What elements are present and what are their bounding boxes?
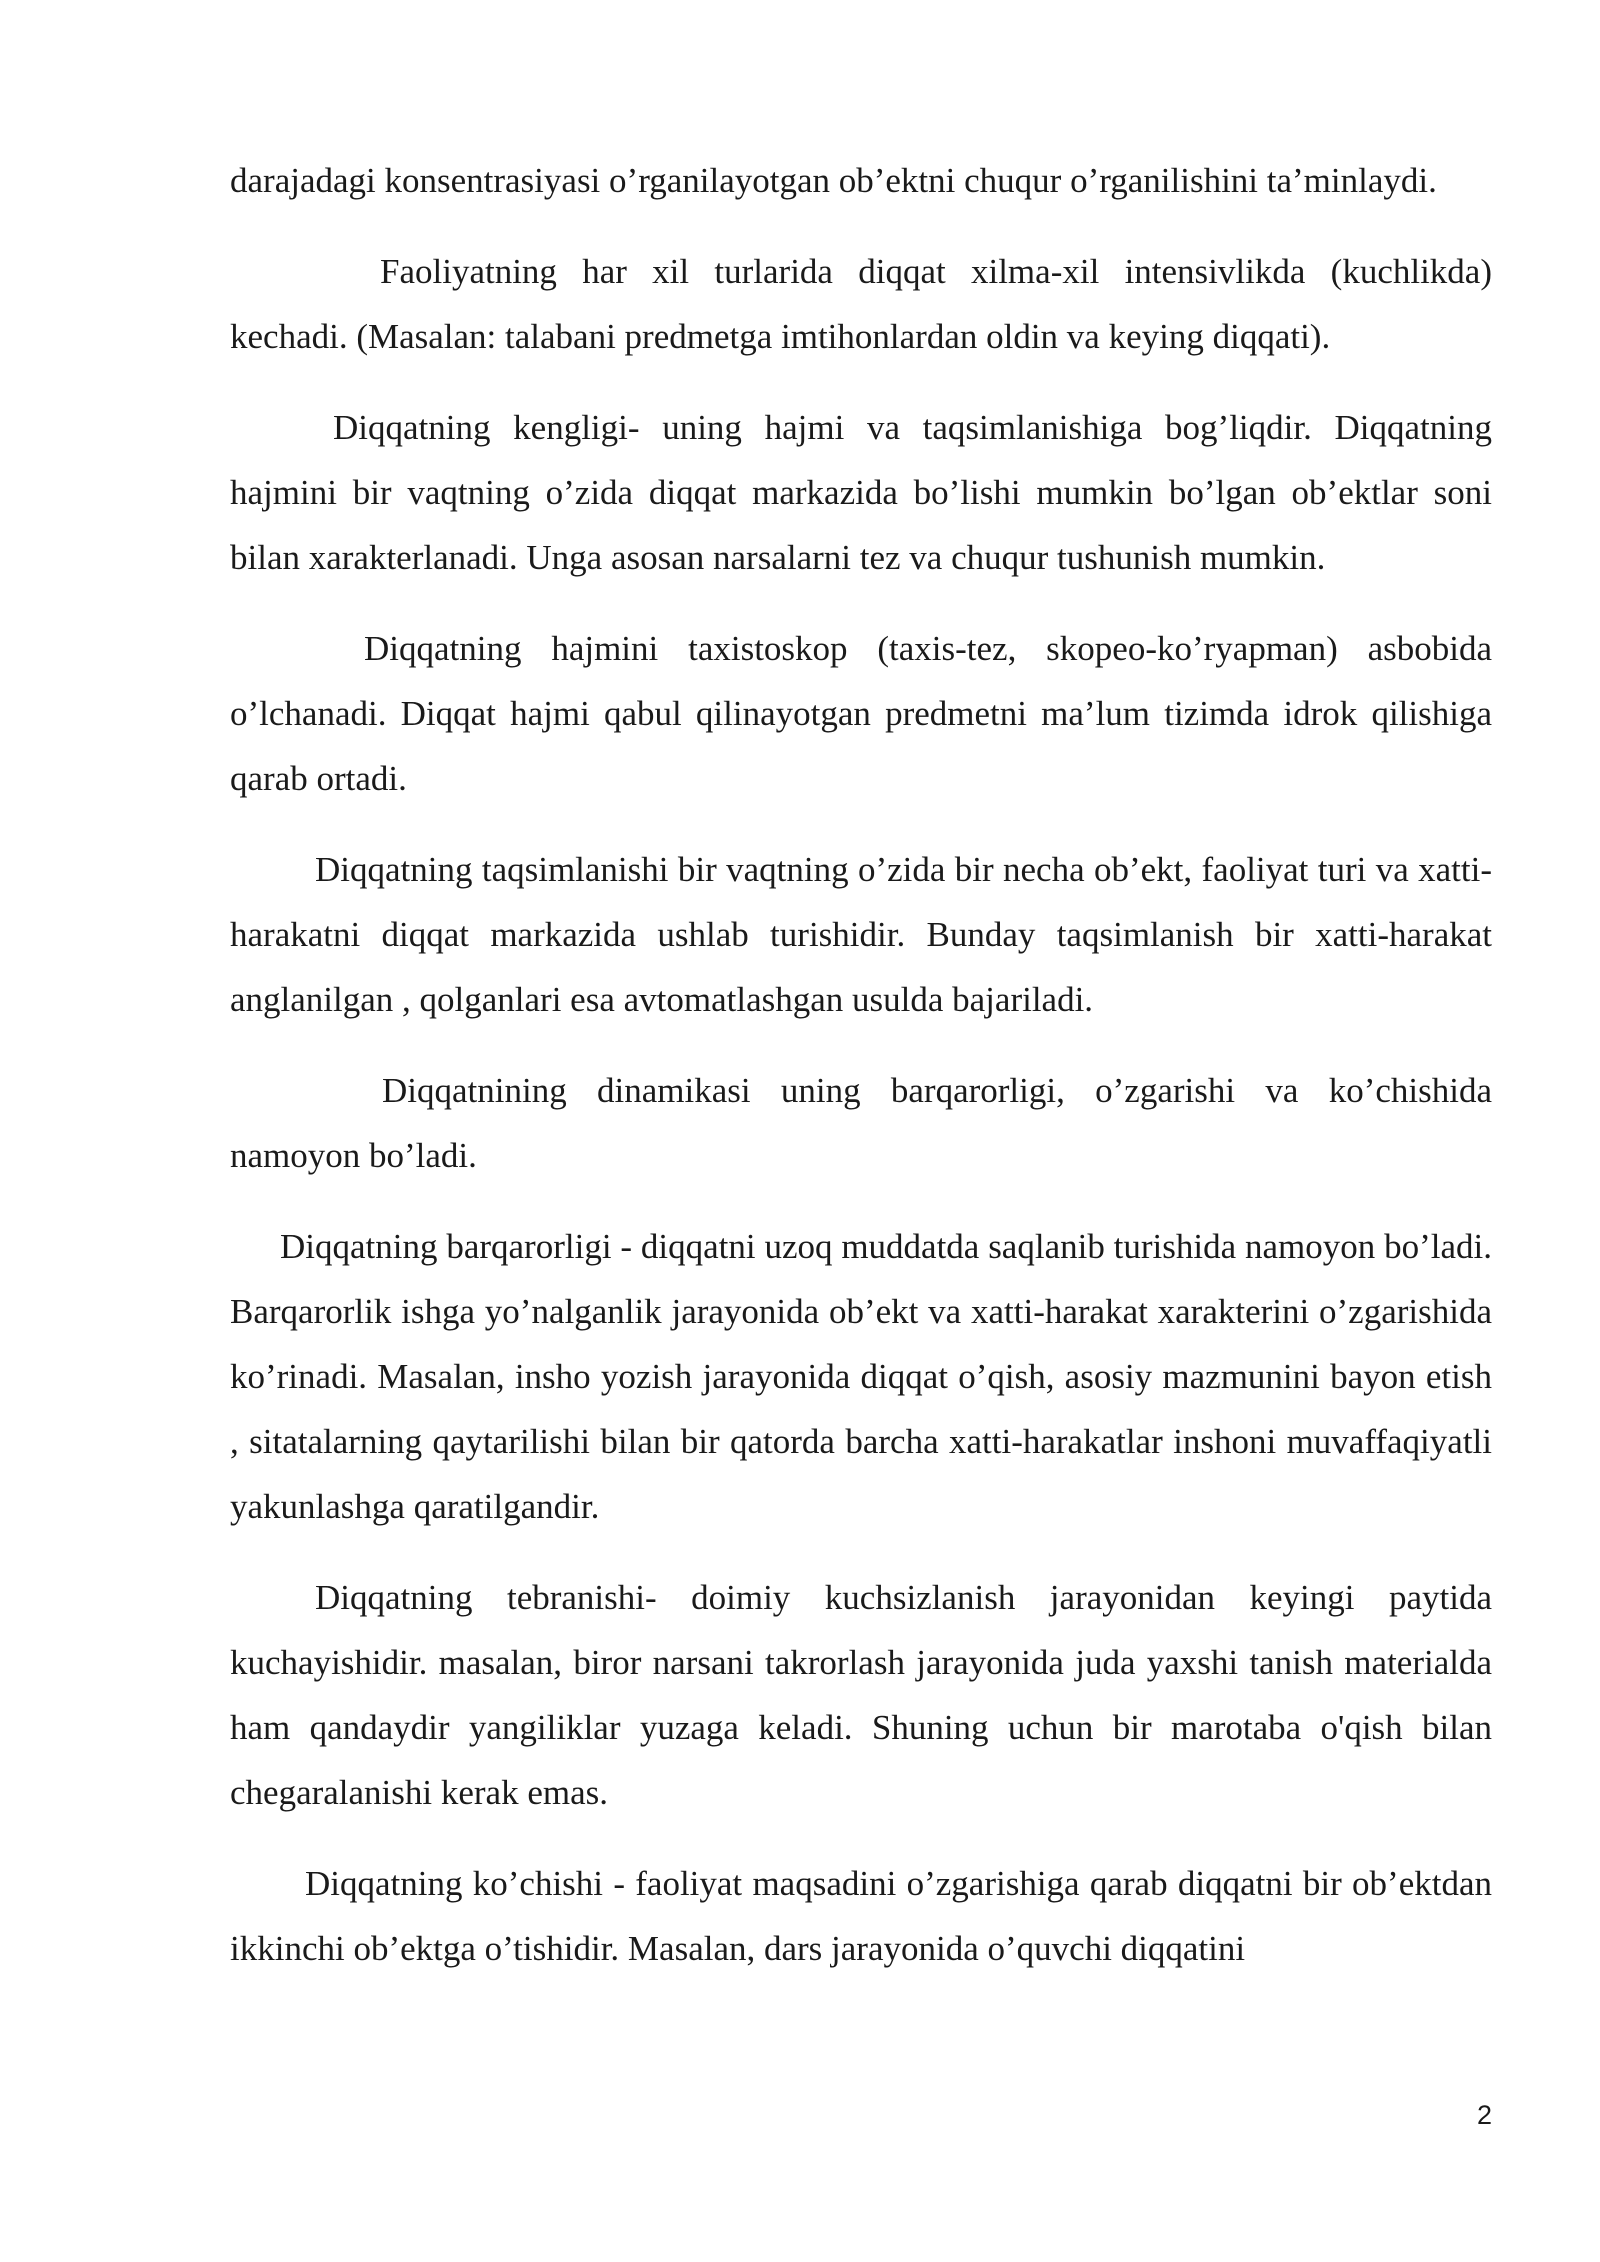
paragraph-2: Faoliyatning har xil turlarida diqqat xilma-xil intensivlikda (kuchlikda) kechadi. (Masalan: talabani predmetga imtihonlardan oldin va keying diqqati).: [230, 252, 1492, 356]
paragraph-5: Diqqatning taqsimlanishi bir vaqtning o’zida bir necha ob’ekt, faoliyat turi va xatti- harakatni diqqat markazida ushlab turishidir. Bunday taqsimlanish bir xatti-harakat anglanilgan , qolganlari esa avtomatlashgan usulda bajariladi.: [230, 850, 1492, 1019]
paragraph-7: Diqqatning barqarorligi - diqqatni uzoq muddatda saqlanib turishida namoyon bo’ladi. Barqarorlik ishga yo’nalganlik jarayonida ob’ekt va xatti-harakat xarakterini o’zgarishida ko’rinadi. Masalan, insho yozish jarayonida diqqat o’qish, asosiy mazmunini bayon etish , sitatalarning qaytarilishi bilan bir qatorda barcha xatti-harakatlar inshoni muvaffaqiyatli yakunlashga qaratilgandir.: [230, 1227, 1492, 1526]
page-number: 2: [1476, 2100, 1492, 2130]
paragraph-4: Diqqatning hajmini taxistoskop (taxis-tez, skopeo-ko’ryapman) asbobida o’lchanadi. Diqqat hajmi qabul qilinayotgan predmetni ma’lum tizimda idrok qilishiga qarab ortadi.: [230, 629, 1492, 798]
paragraph-3: Diqqatning kengligi- uning hajmi va taqsimlanishiga bog’liqdir. Diqqatning hajmini bir vaqtning o’zida diqqat markazida bo’lishi mumkin bo’lgan ob’ektlar soni bilan xarakterlanadi. Unga asosan narsalarni tez va chuqur tushunish mumkin.: [230, 408, 1492, 577]
paragraph-1: darajadagi konsentrasiyasi o’rganilayotgan ob’ektni chuqur o’rganilishini ta’minlaydi.: [230, 161, 1437, 200]
paragraph-6: Diqqatnining dinamikasi uning barqarorligi, o’zgarishi va ko’chishida namoyon bo’ladi.: [230, 1071, 1492, 1175]
paragraph-9: Diqqatning ko’chishi - faoliyat maqsadini o’zgarishiga qarab diqqatni bir ob’ektdan ikkinchi ob’ektga o’tishidir. Masalan, dars jarayonida o’quvchi diqqatini: [230, 1864, 1492, 1968]
document-body: [230, 148, 1492, 2007]
paragraph-8: Diqqatning tebranishi- doimiy kuchsizlanish jarayonidan keyingi paytida kuchayishidir. masalan, biror narsani takrorlash jarayonida juda yaxshi tanish materialda ham qandaydir yangiliklar yuzaga keladi. Shuning uchun bir marotaba o'qish bilan chegaralanishi kerak emas.: [230, 1578, 1492, 1812]
